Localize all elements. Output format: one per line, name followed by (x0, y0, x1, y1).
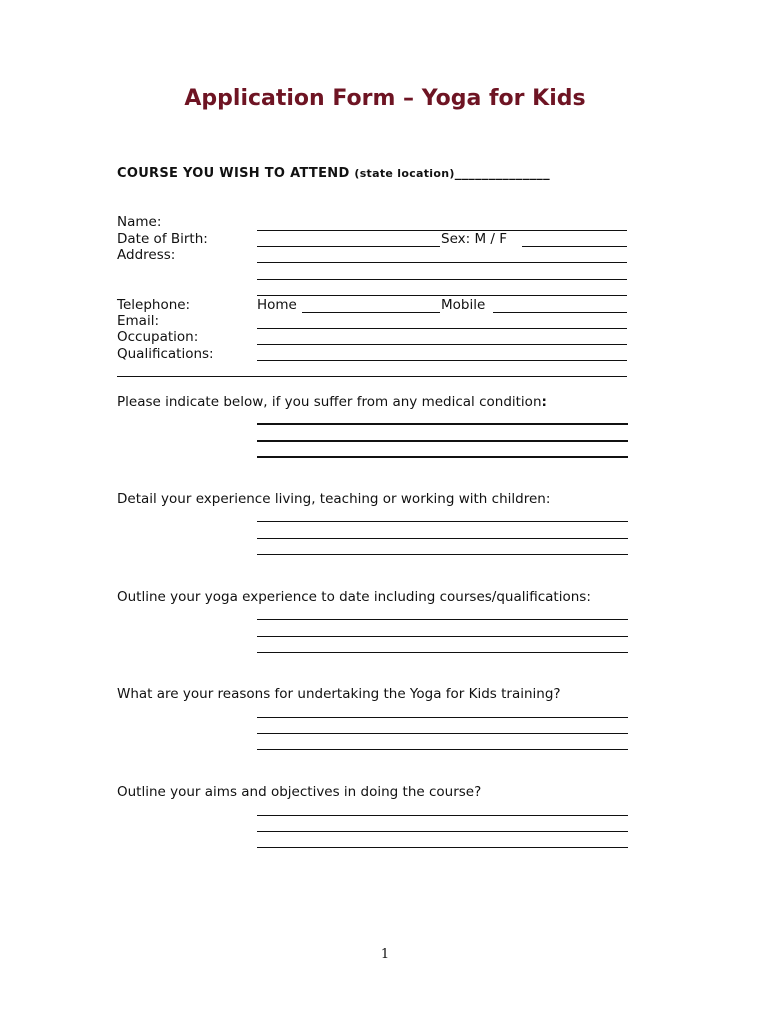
medical-line-1[interactable] (257, 423, 628, 425)
yoga-line-1[interactable] (257, 619, 628, 620)
address-line-2[interactable] (257, 279, 627, 280)
name-label: Name: (117, 214, 162, 230)
reasons-question: What are your reasons for undertaking the Yoga for Kids training? (117, 686, 561, 702)
qualifications-field-line[interactable] (257, 360, 627, 361)
course-input-blank[interactable]: ______________ (454, 166, 550, 181)
dob-label: Date of Birth: (117, 231, 208, 247)
home-phone-line[interactable] (302, 312, 440, 313)
section-divider (117, 376, 627, 377)
medical-line-2[interactable] (257, 440, 628, 442)
course-field (117, 166, 550, 181)
qualifications-label: Qualifications: (117, 346, 214, 362)
yoga-experience-question: Outline your yoga experience to date including courses/qualifications: (117, 589, 591, 605)
aims-question: Outline your aims and objectives in doing the course? (117, 784, 482, 800)
sex-field-line[interactable] (522, 246, 627, 247)
occupation-label: Occupation: (117, 329, 199, 345)
page-number: 1 (380, 947, 390, 962)
yoga-line-3[interactable] (257, 652, 628, 653)
page-title: Application Form – Yoga for Kids (184, 86, 586, 111)
reasons-line-3[interactable] (257, 749, 628, 750)
mobile-phone-line[interactable] (493, 312, 627, 313)
dob-field-line[interactable] (257, 246, 440, 247)
reasons-line-2[interactable] (257, 733, 628, 734)
address-label: Address: (117, 247, 176, 263)
children-line-2[interactable] (257, 538, 628, 539)
medical-line-3[interactable] (257, 456, 628, 458)
mobile-label: Mobile (441, 297, 486, 313)
course-location-hint: (state location) (354, 167, 455, 180)
aims-line-3[interactable] (257, 847, 628, 848)
telephone-label: Telephone: (117, 297, 191, 313)
children-question: Detail your experience living, teaching or working with children: (117, 491, 551, 507)
course-label: COURSE YOU WISH TO ATTEND (117, 166, 350, 181)
occupation-field-line[interactable] (257, 344, 627, 345)
email-label: Email: (117, 313, 160, 329)
aims-line-1[interactable] (257, 815, 628, 816)
medical-question (117, 394, 547, 410)
home-label: Home (257, 297, 297, 313)
address-line-1[interactable] (257, 262, 627, 263)
email-field-line[interactable] (257, 328, 627, 329)
yoga-line-2[interactable] (257, 636, 628, 637)
sex-label: Sex: M / F (441, 231, 508, 247)
children-line-1[interactable] (257, 521, 628, 522)
aims-line-2[interactable] (257, 831, 628, 832)
address-line-3[interactable] (257, 295, 627, 296)
medical-question-colon: : (541, 394, 547, 410)
children-line-3[interactable] (257, 554, 628, 555)
medical-question-text: Please indicate below, if you suffer from any medical condition (117, 394, 542, 410)
reasons-line-1[interactable] (257, 717, 628, 718)
